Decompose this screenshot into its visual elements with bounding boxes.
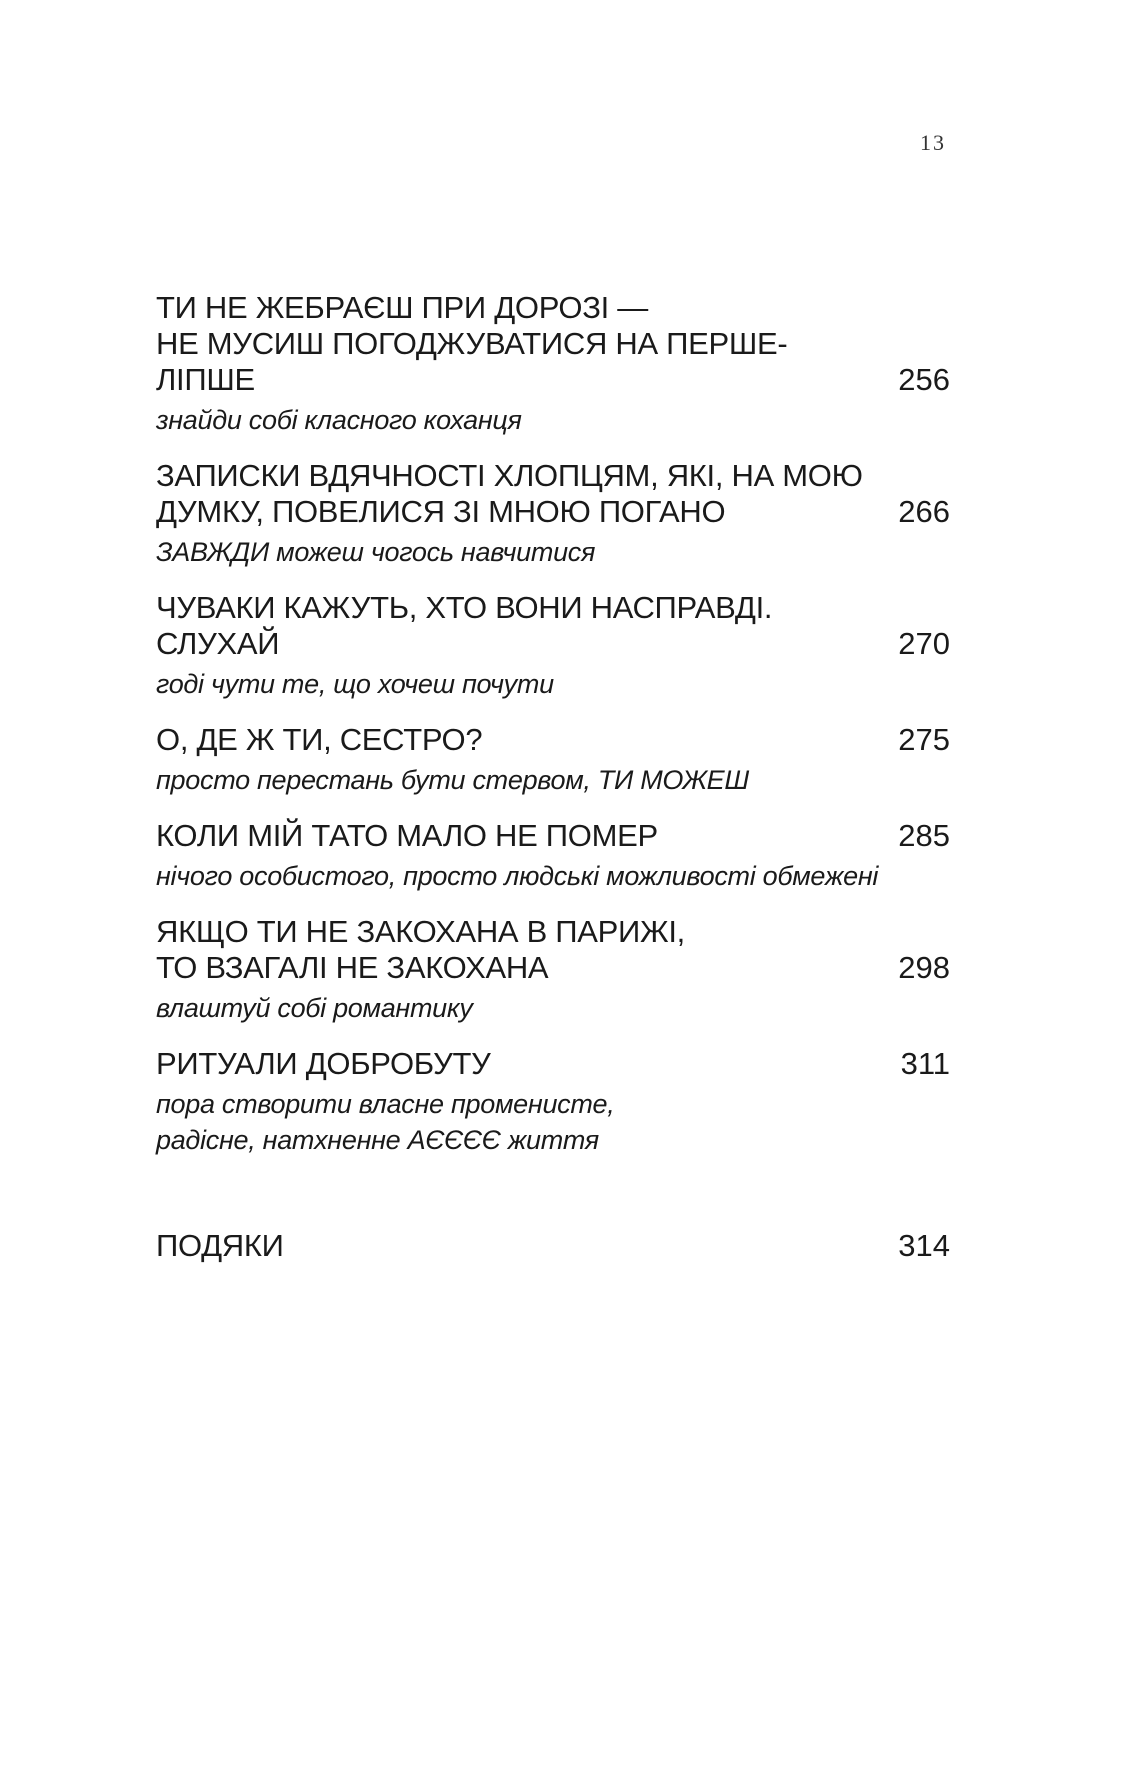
toc-title-row (156, 290, 950, 398)
toc-title-row (156, 914, 950, 986)
toc-entry (156, 458, 950, 570)
toc-entry-acknowledgements (156, 1228, 950, 1264)
toc-entry-subtitle: ЗАВЖДИ можеш чогось навчитися (156, 537, 596, 567)
toc-entry-page: 314 (898, 1228, 950, 1263)
toc-entry (156, 818, 950, 894)
toc-entry (156, 1046, 950, 1158)
toc-entry-page: 285 (898, 818, 950, 853)
toc-entry-title: ЧУВАКИ КАЖУТЬ, ХТО ВОНИ НАСПРАВДІ. СЛУХАЙ (156, 590, 773, 661)
toc-entry-subtitle: нічого особистого, просто людські можливості обмежені (156, 861, 879, 891)
toc-entry (156, 914, 950, 1026)
toc-entry-page: 275 (898, 722, 950, 757)
toc-entry-subtitle: знайди собі класного коханця (156, 405, 522, 435)
toc-entry-page: 270 (898, 626, 950, 661)
toc-entry (156, 290, 950, 438)
toc-title-row (156, 458, 950, 530)
toc-entry-page: 266 (898, 494, 950, 529)
toc-entry-title: ЯКЩО ТИ НЕ ЗАКОХАНА В ПАРИЖІ, ТО ВЗАГАЛІ НЕ ЗАКОХАНА (156, 914, 685, 985)
toc-entry-title: ЗАПИСКИ ВДЯЧНОСТІ ХЛОПЦЯМ, ЯКІ, НА МОЮ ДУМКУ, ПОВЕЛИСЯ ЗІ МНОЮ ПОГАНО (156, 458, 863, 529)
toc-title-row (156, 722, 950, 758)
toc-entry-page: 256 (898, 362, 950, 397)
toc-entry (156, 722, 950, 798)
toc-title-row (156, 590, 950, 662)
toc-entry-title: РИТУАЛИ ДОБРОБУТУ (156, 1046, 491, 1081)
toc-entry-subtitle: влаштуй собі романтику (156, 993, 473, 1023)
page-number: 13 (920, 130, 946, 155)
toc-entry-subtitle: просто перестань бути стервом, ТИ МОЖЕШ (156, 765, 749, 795)
toc-title-row (156, 1228, 950, 1264)
toc-title-row (156, 818, 950, 854)
toc-entry-title: О, ДЕ Ж ТИ, СЕСТРО? (156, 722, 483, 757)
toc-entry-page: 311 (900, 1046, 950, 1081)
toc-entry (156, 590, 950, 702)
table-of-contents (156, 290, 950, 1284)
toc-entry-subtitle: пора створити власне променисте, радісне, натхненне АЄЄЄЄ життя (156, 1089, 615, 1155)
toc-title-row (156, 1046, 950, 1082)
toc-entry-subtitle: годі чути те, що хочеш почути (156, 669, 554, 699)
toc-entry-title: ПОДЯКИ (156, 1228, 284, 1263)
toc-entry-title: КОЛИ МІЙ ТАТО МАЛО НЕ ПОМЕР (156, 818, 658, 853)
toc-entry-page: 298 (898, 950, 950, 985)
toc-entry-title: ТИ НЕ ЖЕБРАЄШ ПРИ ДОРОЗІ — НЕ МУСИШ ПОГОДЖУВАТИСЯ НА ПЕРШЕ-ЛІПШЕ (156, 290, 788, 397)
